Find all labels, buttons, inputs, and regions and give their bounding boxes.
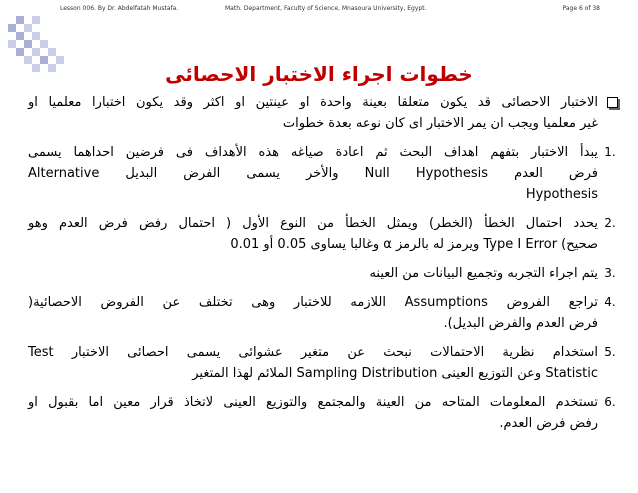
list-item-line: رفض فرض العدم. — [499, 416, 598, 431]
list-item-line: الاختبار الاحصائى قد يكون متعلقا بعينة واحدة او عينتين او اكثر وقد يكون اختبارا معلميا او — [28, 95, 598, 110]
header-department: Math. Department, Faculty of Science, Mnasoura University, Egypt. — [225, 5, 427, 12]
list-item — [28, 213, 616, 255]
list-item-line: صحيح) Type I Error ويرمز له بالرمز α وغالبا يساوى 0.05 أو 0.01 — [230, 237, 598, 252]
list-item-line: يتم اجراء التجربه وتجميع البيانات من العينه — [369, 266, 598, 281]
checkbox-bullet-icon — [607, 97, 618, 108]
list-item-number: 1. — [604, 145, 616, 159]
list-item-line: Hypothesis — [525, 187, 598, 202]
page-title: خطوات اجراء الاختبار الاحصائى — [165, 62, 473, 86]
list-item — [28, 392, 616, 434]
list-item-line: فرض العدم Null Hypothesis والأخر يسمى الفرض البديل Alternative — [28, 166, 598, 181]
list-item-line: غير معلميا ويجب ان يمر الاختبار اى كان نوعه بعدة خطوات — [282, 116, 598, 131]
list-item — [28, 142, 616, 205]
list-item-line: Statistic وعن التوزيع العينى Sampling Distribution الملائم لهذا المتغير — [192, 366, 598, 381]
list-item-number: 6. — [604, 395, 616, 409]
list-item — [28, 292, 616, 334]
header-lesson: Lesson 006. By Dr. Abdelfatah Mustafa. — [60, 5, 179, 12]
list-item-number: 5. — [604, 345, 616, 359]
list-item-number: 3. — [604, 266, 616, 280]
list-item-line: استخدام نظرية الاحتمالات نبحث عن متغير عشوائى يسمى احصائى الاختبار Test — [28, 345, 598, 360]
list-item-number: 2. — [604, 216, 616, 230]
list-item — [28, 263, 616, 284]
list-item-line: يبدأ الاختبار بتفهم اهداف البحث ثم اعادة صياغه هذه الأهداف فى فرضين احداهما يسمى — [28, 145, 598, 160]
list-item-line: تراجع الفروض Assumptions اللازمه للاختبار وهى تختلف عن الفروض الاحصائية( — [28, 295, 598, 310]
list-item — [28, 342, 616, 384]
list-item-number: 4. — [604, 295, 616, 309]
list-item-line: يحدد احتمال الخطأ (الخطر) ويمثل الخطأ من النوع الأول ( احتمال رفض فرض العدم وهو — [28, 216, 598, 231]
list-item-line: تستخدم المعلومات المتاحه من العينة والمجتمع والتوزيع العينى لاتخاذ قرار معين اما بقبول او — [28, 395, 598, 410]
header-page-number: Page 6 of 38 — [562, 5, 600, 12]
page-header — [0, 0, 638, 20]
steps-list — [28, 92, 616, 442]
list-item-line: فرض العدم والفرض البديل). — [443, 316, 598, 331]
list-item — [28, 92, 598, 134]
